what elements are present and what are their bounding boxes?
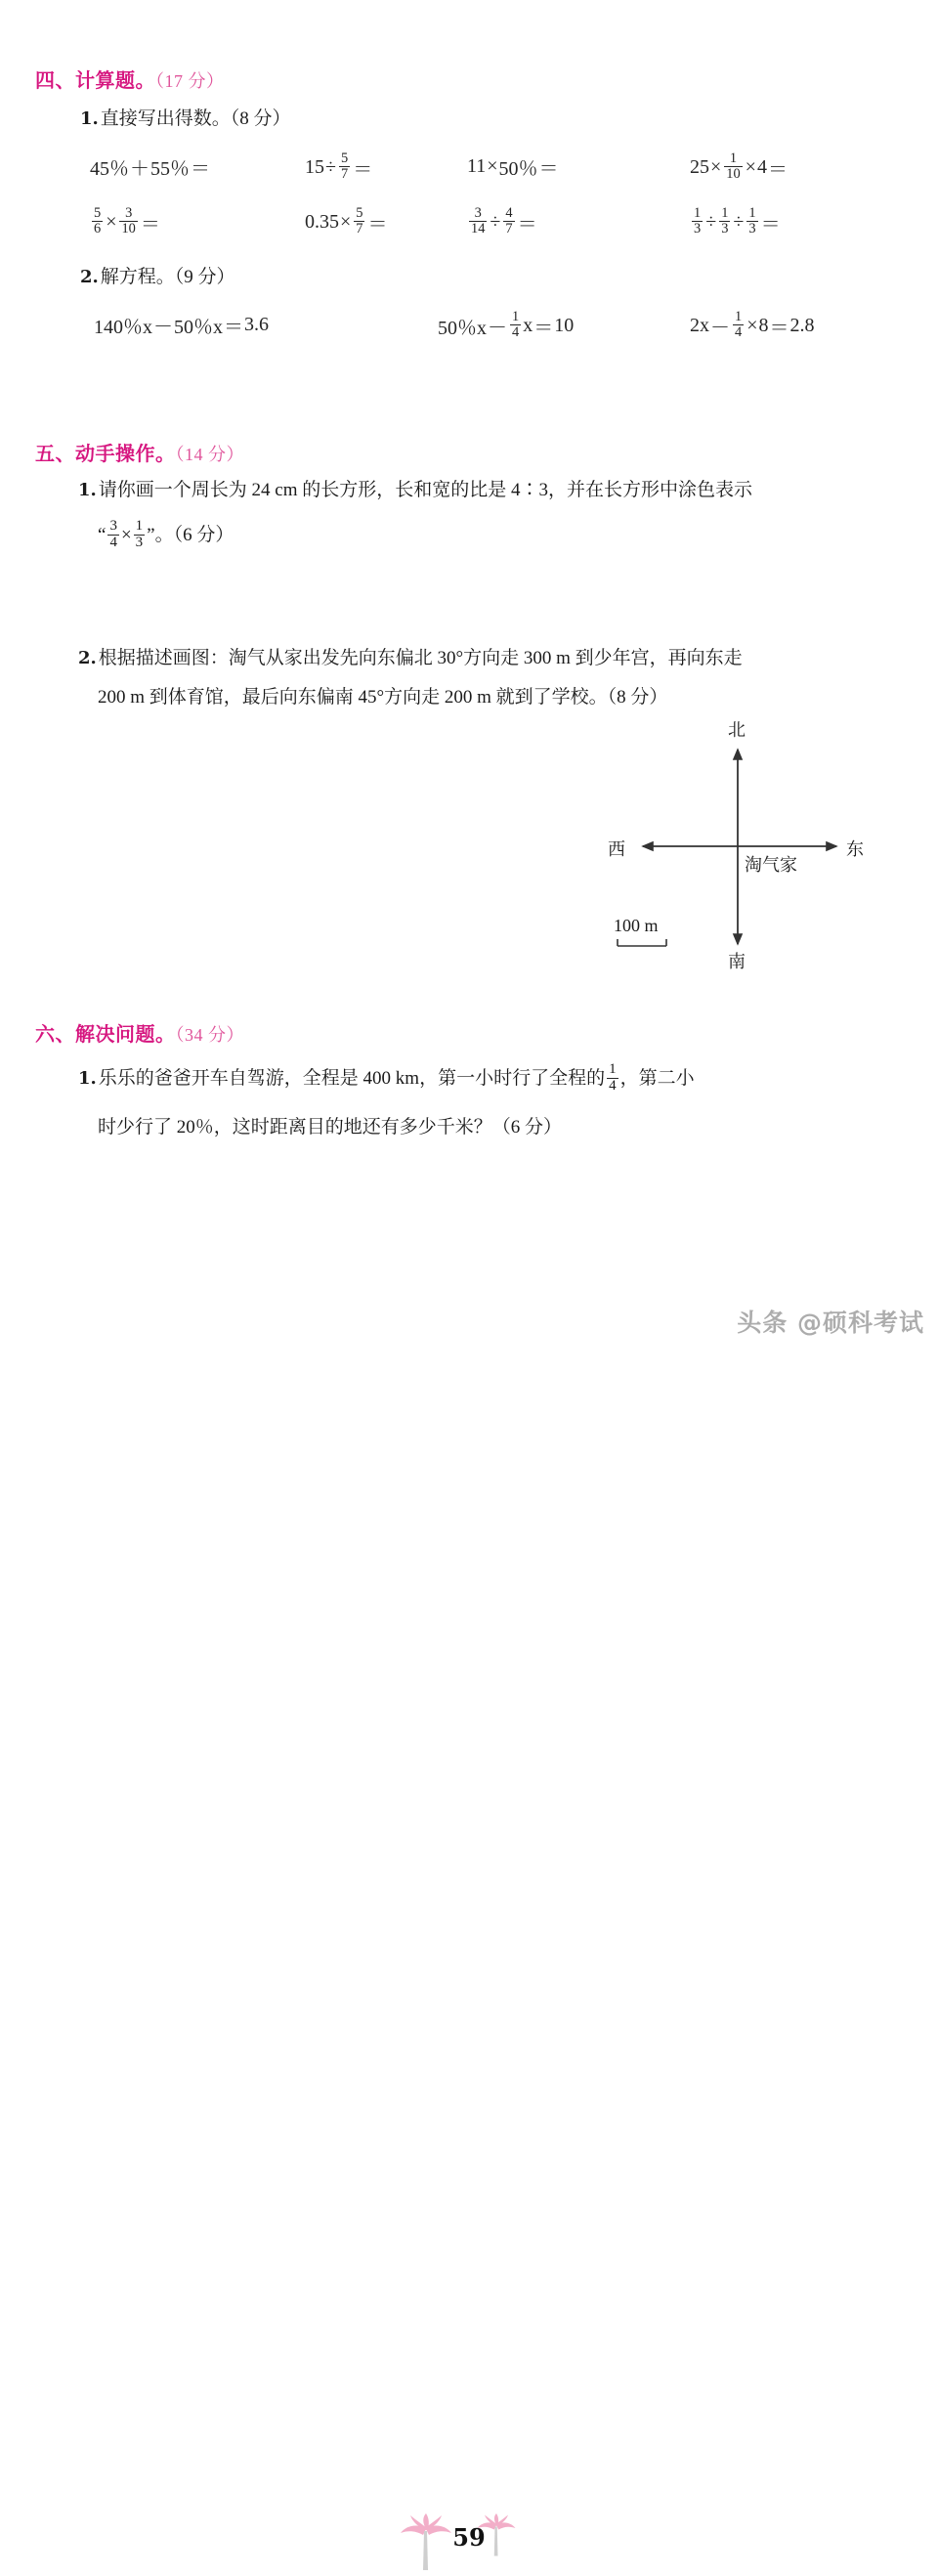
- expr-op: ×: [746, 314, 758, 336]
- question-5-1-line2: [98, 520, 234, 551]
- expr-term: 140％x: [94, 317, 152, 338]
- expr-equals: ＝: [769, 317, 789, 339]
- fraction-numerator: 3: [109, 518, 117, 535]
- question-number: 1.: [78, 1067, 97, 1089]
- expr-equals: ＝: [224, 317, 243, 338]
- fraction-denominator: 3: [694, 221, 702, 237]
- question-number: 2.: [78, 648, 97, 668]
- fraction-numerator: 1: [748, 205, 756, 222]
- expr-equals: ＝: [140, 213, 160, 236]
- fraction-numerator: 1: [135, 518, 144, 535]
- expr-term: 4: [756, 155, 767, 178]
- section-five-title: 五、动手操作。: [35, 442, 176, 465]
- east-label: 东: [846, 839, 864, 859]
- expr-term: 45％: [90, 158, 129, 180]
- question-text: 解方程。（9 分）: [100, 267, 235, 287]
- expr-4-1-6: [305, 207, 388, 237]
- expr-op: ÷: [490, 210, 501, 233]
- fraction-denominator: 3: [135, 535, 144, 550]
- section-heading-four: [35, 64, 225, 93]
- fraction-denominator: 7: [340, 166, 349, 183]
- west-label: 西: [608, 839, 625, 859]
- fraction-denominator: 3: [748, 221, 756, 237]
- section-heading-six: [35, 1018, 244, 1047]
- expr-op: ×: [487, 155, 498, 177]
- fraction-numerator: 5: [340, 150, 349, 167]
- expr-equals: ＝: [767, 158, 788, 181]
- expr-term: 0.35: [305, 210, 339, 233]
- expr-op: ×: [710, 155, 722, 178]
- expr-term: 50％: [498, 158, 538, 180]
- fraction-denominator: 4: [609, 1078, 617, 1094]
- expr-term: 2.8: [789, 314, 815, 336]
- quote-open: “: [98, 524, 107, 545]
- fraction-denominator: 3: [721, 221, 729, 237]
- section-four-points: （17 分）: [155, 71, 225, 91]
- fraction-denominator: 10: [121, 221, 136, 237]
- expr-op: ＋: [130, 158, 149, 180]
- question-number: 2.: [80, 267, 99, 287]
- expr-term: x: [523, 314, 533, 336]
- expr-4-1-8: [690, 207, 782, 237]
- fraction-numerator: 1: [609, 1061, 617, 1078]
- question-number: 1.: [78, 480, 97, 500]
- fraction: [724, 151, 742, 182]
- origin-home-label: 淘气家: [745, 855, 797, 875]
- question-text: 请你画一个周长为 24 cm 的长方形，长和宽的比是 4∶3，并在长方形中涂色表示: [98, 480, 753, 500]
- equation-4-2-2: [438, 311, 574, 341]
- expr-4-1-3: [467, 152, 560, 181]
- expr-op: ×: [745, 155, 756, 178]
- fraction-denominator: 7: [505, 221, 513, 237]
- expr-op: ×: [106, 210, 117, 233]
- equation-4-2-1: [94, 311, 269, 339]
- scale-label: 100 m: [614, 916, 659, 935]
- question-4-2-prompt: [80, 264, 235, 292]
- fraction: [107, 519, 119, 550]
- fraction-numerator: 1: [512, 309, 520, 325]
- compass-svg: [586, 708, 889, 982]
- expr-equals: ＝: [760, 213, 781, 236]
- question-text: 200 m 到体育馆，最后向东偏南 45°方向走 200 m 就到了学校。（8 分）: [98, 687, 668, 708]
- question-5-1-line1: [78, 477, 752, 505]
- question-6-1-line2: [98, 1114, 562, 1142]
- section-six-title: 六、解决问题。: [35, 1022, 176, 1046]
- section-four-title: 四、计算题。: [35, 68, 155, 92]
- fraction-denominator: 10: [726, 166, 741, 183]
- expr-term: 8: [758, 314, 769, 336]
- section-five-points: （14 分）: [175, 445, 244, 464]
- fraction: [733, 310, 744, 340]
- fraction-denominator: 4: [735, 324, 743, 341]
- expr-op: ×: [340, 210, 352, 233]
- question-4-1-prompt: [80, 106, 291, 134]
- fraction-numerator: 1: [721, 205, 729, 222]
- expr-equals: ＝: [353, 158, 373, 181]
- question-text: 根据描述画图：淘气从家出发先向东偏北 30°方向走 300 m 到少年宫，再向东走: [98, 648, 743, 668]
- compass-diagram: [586, 708, 889, 982]
- question-text-b: ，第二小: [619, 1067, 695, 1089]
- fraction: [354, 206, 364, 236]
- fraction-denominator: 4: [512, 324, 520, 341]
- north-label: 北: [728, 720, 746, 740]
- expr-term: 50％x: [438, 317, 487, 339]
- fraction: [607, 1062, 618, 1094]
- expr-term: 2x: [690, 314, 709, 336]
- expr-term: 10: [554, 314, 575, 336]
- fraction-numerator: 3: [474, 205, 482, 222]
- fraction-denominator: 14: [471, 221, 486, 237]
- question-text: 直接写出得数。（8 分）: [100, 108, 291, 129]
- expr-4-1-1: [90, 152, 211, 181]
- expr-4-1-5: [90, 207, 161, 237]
- question-text: 时少行了 20％，这时距离目的地还有多少千米？（6 分）: [98, 1117, 563, 1138]
- quote-close-and-points: ”。（6 分）: [147, 524, 234, 545]
- expr-op: －: [488, 317, 507, 339]
- fraction-numerator: 4: [505, 205, 513, 222]
- expr-equals: ＝: [517, 213, 537, 236]
- expr-equals: ＝: [191, 158, 210, 180]
- expr-term: 11: [467, 155, 487, 177]
- fraction-denominator: 4: [109, 535, 117, 550]
- expr-term: 3.6: [244, 314, 269, 335]
- section-six-points: （34 分）: [175, 1025, 244, 1045]
- fraction-numerator: 5: [356, 205, 363, 222]
- fraction: [339, 151, 350, 182]
- fraction: [510, 310, 521, 340]
- expr-op: ×: [120, 524, 132, 545]
- fraction: [469, 206, 487, 236]
- expr-equals: ＝: [533, 317, 554, 339]
- expr-op: －: [710, 317, 730, 339]
- expr-op: －: [153, 317, 173, 338]
- equation-4-2-3: [690, 311, 814, 341]
- expr-4-1-2: [305, 152, 373, 183]
- fraction-numerator: 1: [735, 309, 743, 325]
- question-text-a: 乐乐的爸爸开车自驾游，全程是 400 km，第一小时行了全程的: [98, 1067, 606, 1089]
- expr-term: 25: [690, 155, 709, 178]
- fraction-denominator: 7: [356, 221, 363, 237]
- fraction: [503, 206, 514, 236]
- fraction: [746, 206, 757, 236]
- question-6-1-line1: [78, 1063, 695, 1095]
- expr-term: 50％x: [174, 317, 223, 338]
- south-label: 南: [728, 952, 746, 971]
- fraction: [92, 206, 103, 236]
- expr-op: ÷: [325, 155, 336, 178]
- expr-op: ÷: [705, 210, 717, 233]
- fraction: [119, 206, 137, 236]
- fraction: [134, 519, 146, 550]
- page-number: 59: [452, 2523, 486, 2552]
- fraction-numerator: 5: [94, 205, 102, 222]
- fraction: [719, 206, 730, 236]
- fraction-numerator: 3: [125, 205, 133, 222]
- question-number: 1.: [80, 108, 99, 129]
- fraction: [692, 206, 703, 236]
- expr-equals: ＝: [538, 158, 559, 180]
- section-heading-five: [35, 438, 244, 466]
- expr-term: 55％: [150, 158, 190, 180]
- question-5-2-line2: [98, 684, 667, 712]
- watermark-text: 头条 @硕科考试: [737, 1309, 924, 1337]
- expr-term: 15: [305, 155, 324, 178]
- fraction-numerator: 1: [694, 205, 702, 222]
- expr-equals: ＝: [367, 213, 388, 236]
- expr-4-1-7: [467, 207, 538, 237]
- fraction-denominator: 6: [94, 221, 102, 237]
- expr-4-1-4: [690, 152, 789, 183]
- expr-op: ÷: [733, 210, 745, 233]
- question-5-2-line1: [78, 645, 743, 673]
- fraction-numerator: 1: [729, 150, 738, 167]
